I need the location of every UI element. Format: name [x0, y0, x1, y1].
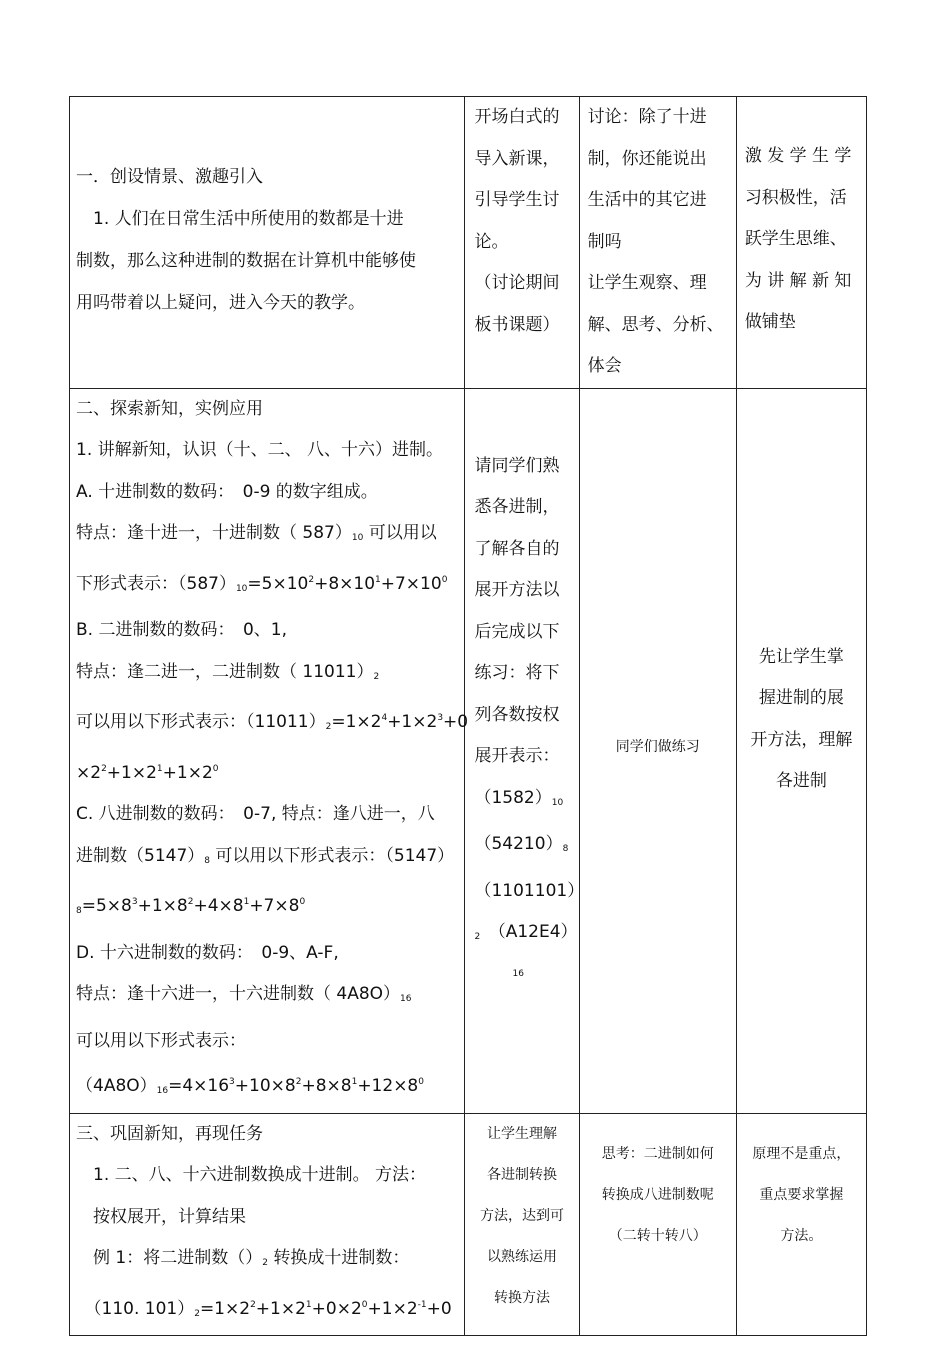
text-line: 思考：二进制如何	[601, 1145, 714, 1162]
text-line: 用吗带着以上疑问，进入今天的教学。	[76, 293, 365, 313]
text-line: 各进制转换	[487, 1166, 558, 1183]
text-line: 开方法，理解	[750, 729, 853, 750]
formula-line: （110. $101)_2=1\times 2^2+1\times 2^1+0\times 2^0+1\times 2^{-1}+0$	[76, 1298, 452, 1319]
teaching-content-cell	[70, 1113, 465, 1336]
text-line: 跃学生思维、	[744, 229, 847, 249]
text-line: 先让学生掌	[758, 646, 844, 667]
text-line: 方法，达到可	[480, 1207, 565, 1224]
text-line: 可以用以下形式表示：	[76, 1030, 246, 1051]
text-line: 原理不是重点，	[752, 1145, 851, 1162]
text-line: 让学生理解	[487, 1125, 558, 1142]
formula-line: 下形式表示：$(587)_{10}=5\times 10^2+8\times 10^1+7\times 10^0$	[76, 573, 448, 594]
student-activity-cell	[579, 1113, 736, 1336]
text-line: B. 二进制数的数码： 0、1,	[76, 620, 288, 640]
text-line: 引导学生讨	[474, 190, 560, 210]
text-line: 板书课题）	[474, 314, 560, 335]
formula-line: $\times 2^2+1\times 2^1+1\times 2^0$	[76, 762, 219, 783]
text-line: 导入新课，	[474, 148, 560, 169]
table-row	[70, 97, 867, 389]
design-intent-cell	[736, 388, 866, 1113]
text-line: 展开表示：	[474, 746, 560, 766]
text-line: 生活中的其它进	[587, 190, 707, 210]
text-line: 以熟练运用	[487, 1248, 558, 1265]
lesson-plan-table	[69, 96, 867, 1336]
table-row	[70, 1113, 867, 1336]
text-line: 按权展开，计算结果	[76, 1206, 246, 1227]
teacher-activity-cell	[465, 1113, 579, 1336]
text-line: 转换方法	[494, 1289, 551, 1306]
exercise-item: （1101101）	[474, 880, 585, 901]
exercise-item: $(1582)_{10}$	[474, 787, 564, 808]
text-line: 做铺垫	[744, 312, 796, 332]
text-line: A. 十进制数的数码： 0-9 的数字组成。	[76, 481, 378, 502]
text-line: 列各数按权	[474, 704, 560, 725]
text-line: 重点要求掌握	[759, 1186, 844, 1203]
section-heading: 一．创设情景、激趣引入	[76, 167, 263, 187]
text-line: 制数，那么这种进制的数据在计算机中能够使	[76, 251, 416, 271]
section-heading: 二、探索新知，实例应用	[76, 398, 263, 419]
text-line: 制，你还能说出	[587, 148, 707, 169]
exercise-item: $_2$ （A12E4）	[474, 922, 578, 942]
text-line: 各进制	[775, 771, 827, 791]
teaching-content-cell	[70, 388, 469, 1113]
text-line: 特点：逢二进一，二进制数（ $11011)_2$	[76, 661, 380, 682]
teacher-activity-cell	[465, 97, 579, 389]
text-line: 开场白式的	[474, 107, 560, 127]
text-line: 解、思考、分析、	[587, 314, 724, 335]
formula-line: $_8=5\times 8^3+1\times 8^2+4\times 8^1+7\times 8^0$	[76, 896, 306, 916]
design-intent-cell	[736, 97, 866, 389]
design-intent-cell	[736, 1113, 866, 1336]
text-line: 让学生观察、理	[587, 273, 707, 293]
text-line: 论。	[474, 231, 509, 252]
text-line: 1. 二、八、十六进制数换成十进制。 方法：	[76, 1165, 427, 1185]
text-line: D. 十六进制数的数码： 0-9、A-F,	[76, 942, 339, 963]
text-line: 体会	[587, 356, 622, 376]
text-line: 制吗	[587, 231, 622, 252]
text-line: 1. 讲解新知，认识（十、二、 八、十六）进制。	[76, 440, 444, 460]
text-line: 讨论：除了十进	[587, 107, 707, 127]
text-line: （二转十转八）	[608, 1227, 707, 1244]
formula-line: 可以用以下形式表示：$(11011)_2=1\times 2^4+1\times 2^3+0$	[76, 712, 469, 732]
text-line: 了解各自的	[474, 538, 560, 559]
text-line: 激 发 学 生 学	[744, 146, 852, 166]
student-activity-cell	[579, 97, 736, 389]
text-line: 方法。	[780, 1227, 823, 1244]
text-line: 同学们做练习	[615, 739, 700, 755]
text-line: 例 1：将二进制数$()_2$ 转换成十进制数：	[76, 1248, 410, 1268]
text-line: 特点：逢十六进一，十六进制数（ $4A8O)_{16}$	[76, 984, 412, 1004]
text-line: 习积极性，活	[744, 187, 847, 208]
table-row	[70, 388, 867, 1113]
text-line: 请同学们熟	[474, 455, 560, 476]
teaching-content-cell	[70, 97, 465, 389]
text-line: 悉各进制，	[474, 497, 560, 517]
text-line: 进制数$(5147)_8$ 可以用以下形式表示：（5147）	[76, 845, 455, 866]
student-activity-cell	[579, 388, 736, 1113]
text-line: C. 八进制数的数码： 0-7, 特点：逢八进一，八	[76, 804, 435, 824]
text-line: 后完成以下	[474, 621, 560, 642]
text-line: 展开方法以	[474, 580, 560, 600]
formula-line: $(4A8O)_{16}=4\times 16^3+10\times 8^2+8\times 8^1+12\times 8^0$	[76, 1076, 424, 1096]
text-line: （讨论期间	[474, 273, 560, 293]
text-line: 转换成八进制数呢	[601, 1186, 714, 1203]
teacher-activity-cell	[465, 388, 585, 1113]
exercise-item: $(54210)_8$	[474, 834, 569, 854]
text-line: 练习：将下	[474, 663, 560, 683]
text-line: 握进制的展	[758, 688, 844, 708]
section-heading: 三、巩固新知，再现任务	[76, 1123, 263, 1144]
exercise-subscript: 16	[512, 968, 524, 979]
text-line: 特点：逢十进一，十进制数（ $587)_{10}$ 可以用以	[76, 523, 437, 543]
text-line: 1. 人们在日常生活中所使用的数都是十进	[76, 209, 404, 229]
text-line: 为 讲 解 新 知	[744, 270, 852, 291]
